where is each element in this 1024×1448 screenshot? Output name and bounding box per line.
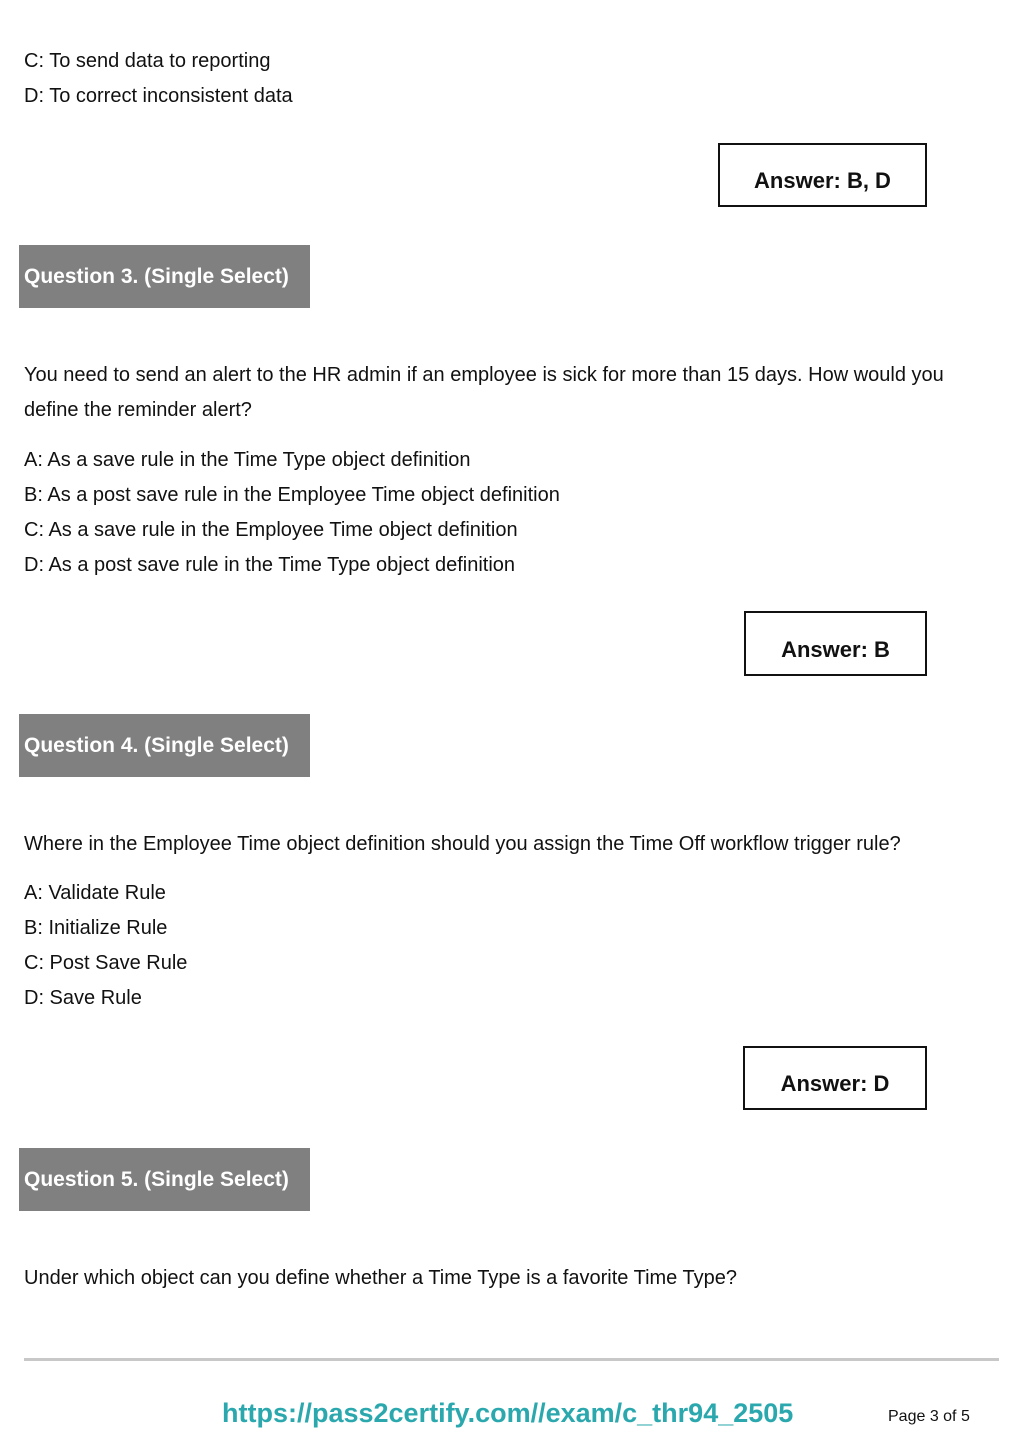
option-a: A: Validate Rule <box>24 882 166 904</box>
answer-box: Answer: D <box>743 1046 927 1110</box>
question-text: Under which object can you define whether a Time Type is a favorite Time Type? <box>24 1267 737 1289</box>
option-b: B: As a post save rule in the Employee Time object definition <box>24 484 560 506</box>
option-d: D: Save Rule <box>24 987 142 1009</box>
option-c: C: To send data to reporting <box>24 50 271 72</box>
question-text: You need to send an alert to the HR admin if an employee is sick for more than 15 days. How would you <box>24 364 944 386</box>
option-b: B: Initialize Rule <box>24 917 168 939</box>
footer-divider <box>24 1358 999 1361</box>
answer-box: Answer: B <box>744 611 927 676</box>
footer-link[interactable]: https://pass2certify.com//exam/c_thr94_2505 <box>222 1398 794 1428</box>
answer-box: Answer: B, D <box>718 143 927 207</box>
question-text: Where in the Employee Time object definition should you assign the Time Off workflow trigger rule? <box>24 833 901 855</box>
question-header: Question 3. (Single Select) <box>19 245 310 308</box>
option-d: D: To correct inconsistent data <box>24 85 293 107</box>
question-header: Question 4. (Single Select) <box>19 714 310 777</box>
question-text: define the reminder alert? <box>24 399 252 421</box>
option-c: C: Post Save Rule <box>24 952 188 974</box>
page-number: Page 3 of 5 <box>888 1408 970 1425</box>
option-d: D: As a post save rule in the Time Type object definition <box>24 554 516 576</box>
option-a: A: As a save rule in the Time Type object definition <box>24 449 471 471</box>
option-c: C: As a save rule in the Employee Time object definition <box>24 519 518 541</box>
question-header: Question 5. (Single Select) <box>19 1148 310 1211</box>
